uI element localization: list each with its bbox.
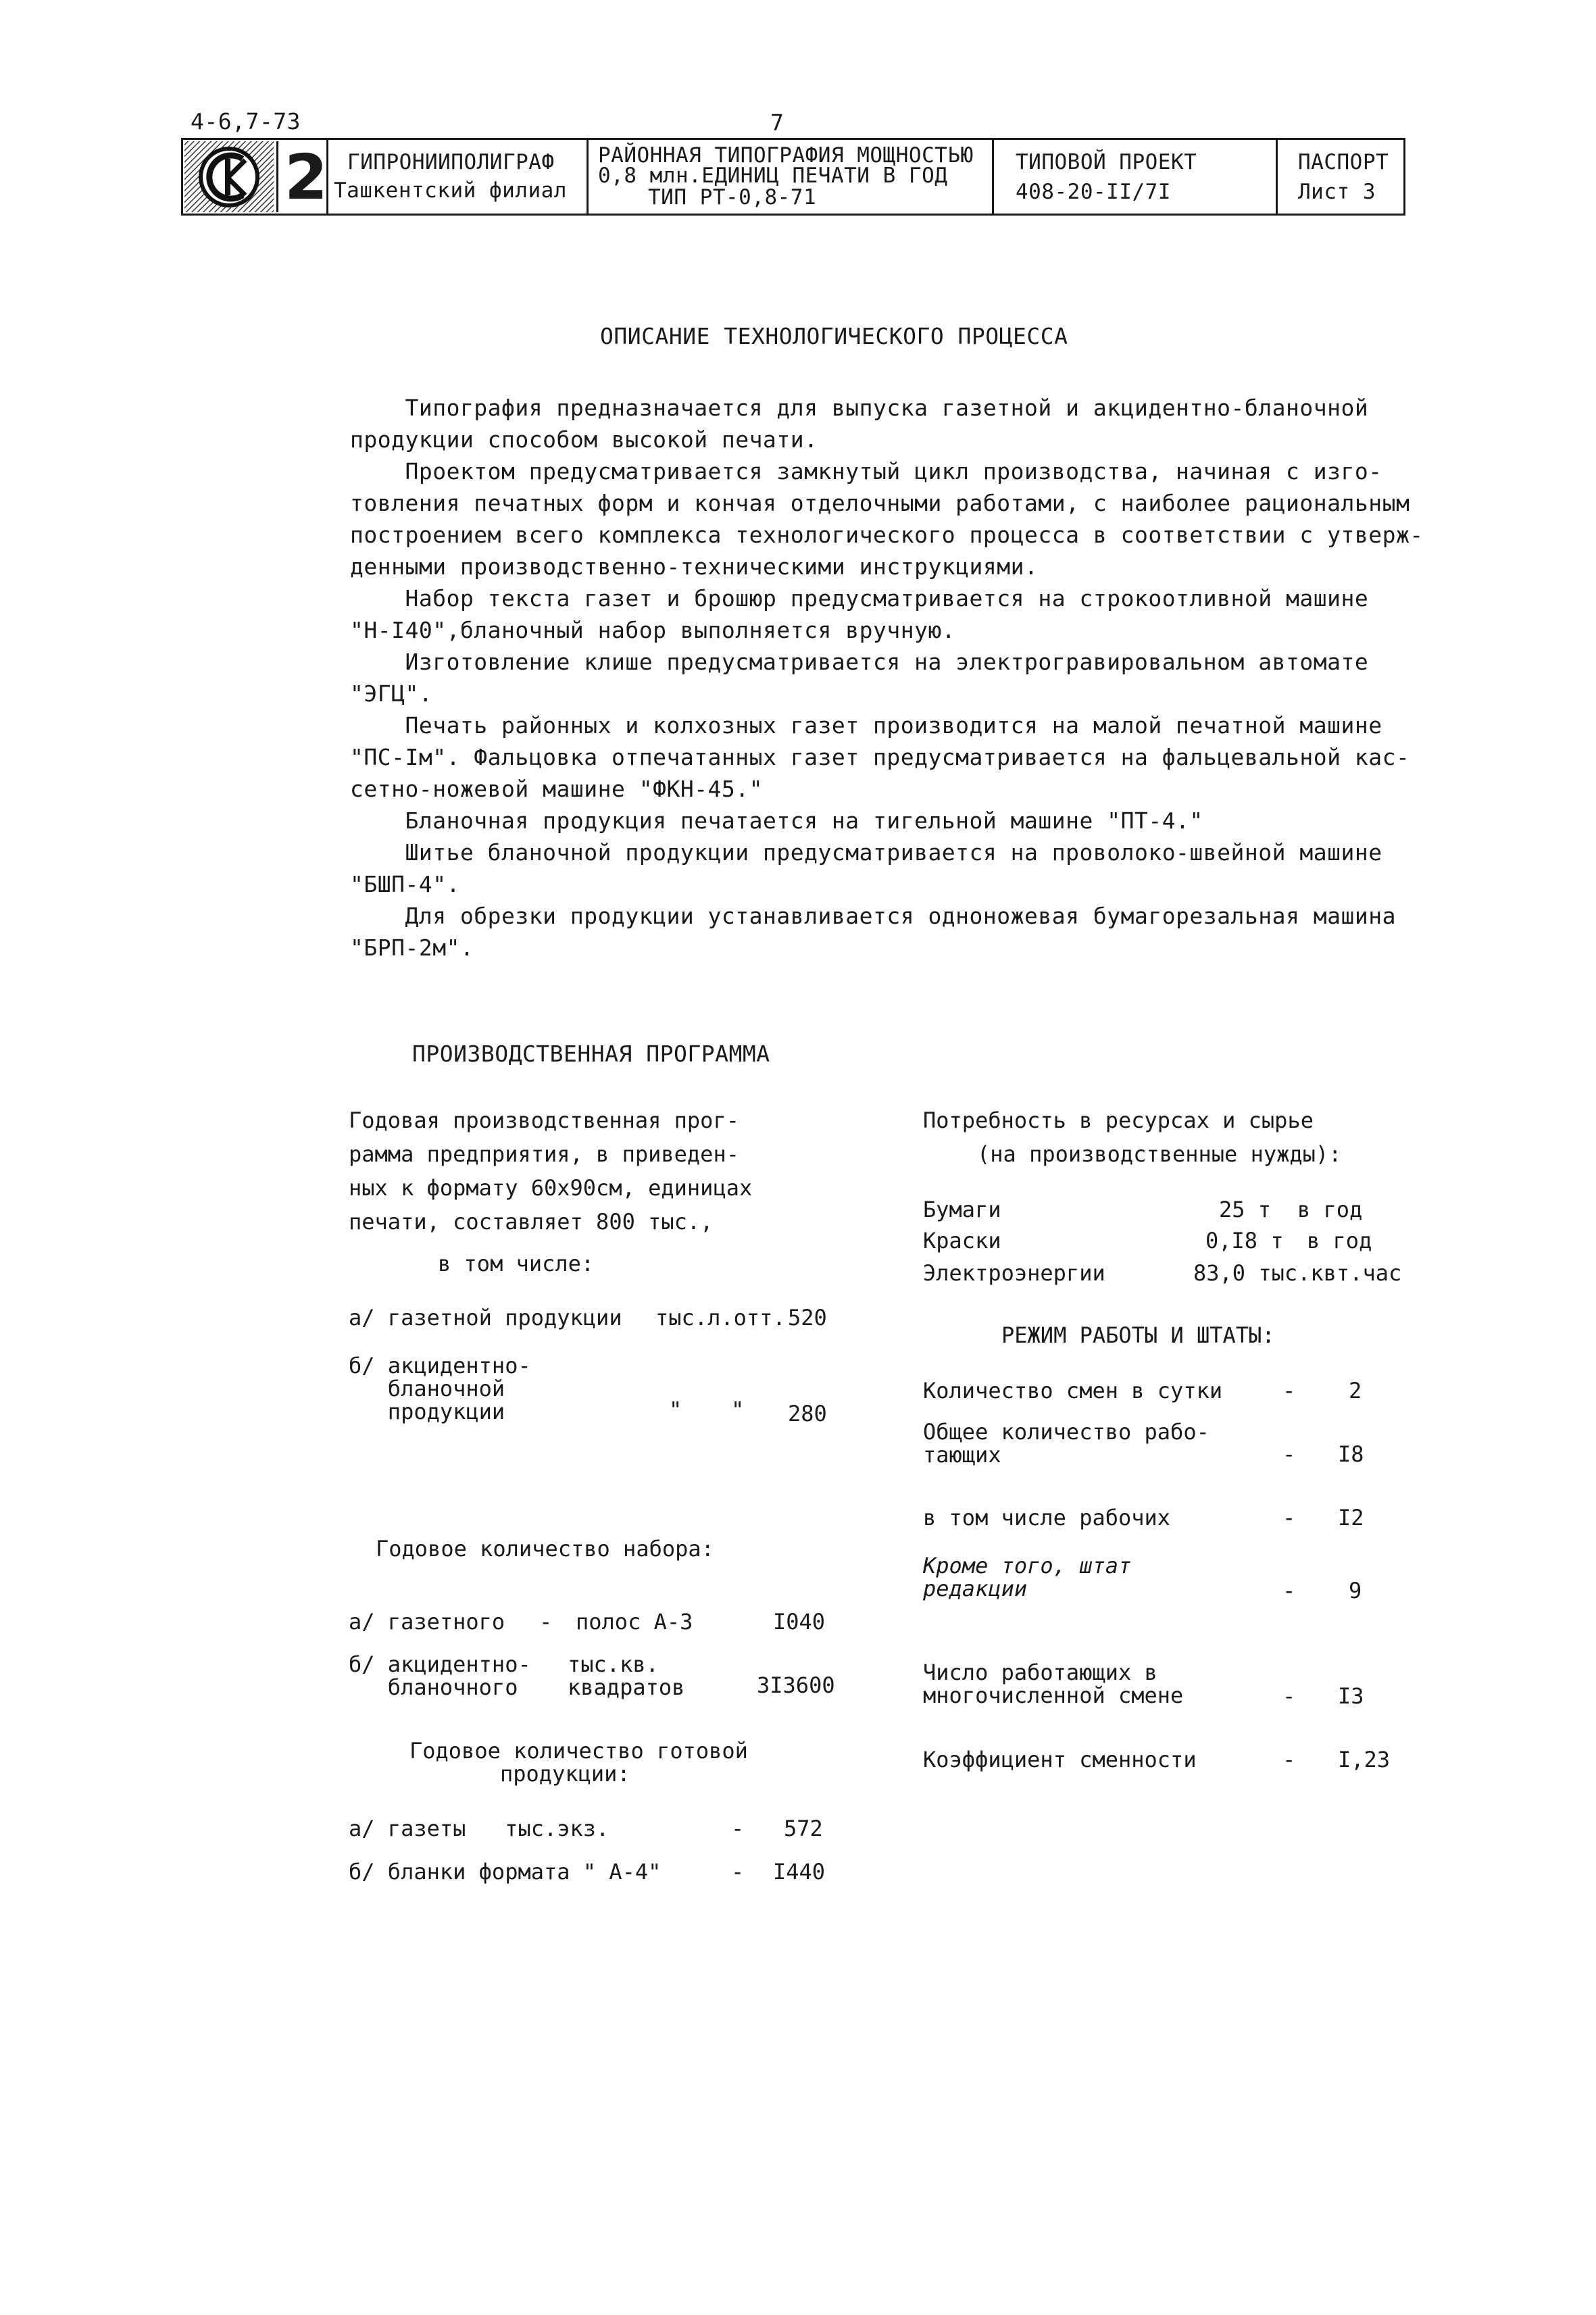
passport-label: ПАСПОРТ (1298, 150, 1389, 174)
project-subtitle: 0,8 млн.ЕДИНИЦ ПЕЧАТИ В ГОД (598, 164, 948, 188)
staff-label: Количество смен в сутки (923, 1378, 1223, 1403)
mode-title: РЕЖИМ РАБОТЫ И ШТАТЫ: (1001, 1322, 1275, 1348)
set-b-label: б/ акцидентно- (349, 1651, 531, 1677)
staff-dash: - (1282, 1441, 1296, 1467)
body-line: Набор текста газет и брошюр предусматривается на строкоотливной машине (350, 585, 1369, 612)
staff-value: 2 (1349, 1378, 1362, 1403)
page-number: 7 (770, 109, 784, 136)
program-intro: печати, составляет 800 тыс., (349, 1209, 714, 1235)
body-line: Бланочная продукция печатается на тигельной машине "ПТ-4." (350, 807, 1203, 834)
resource-name: Электроэнергии (923, 1260, 1105, 1286)
doc-code: 4-6,7-73 (191, 108, 301, 134)
needs-subtitle: (на производственные нужды): (977, 1141, 1342, 1167)
body-line: Для обрезки продукции устанавливается одноножевая бумагорезальная машина (350, 903, 1396, 929)
staff-label: в том числе рабочих (923, 1505, 1171, 1530)
sheet-label: Лист 3 (1298, 180, 1376, 204)
ditto-mark: " (669, 1397, 682, 1422)
finished-title: Годовое количество готовой (409, 1738, 748, 1764)
section2-title: ПРОИЗВОДСТВЕННАЯ ПРОГРАММА (412, 1041, 770, 1067)
body-line: продукции способом высокой печати. (350, 426, 818, 453)
output-b-value: 280 (788, 1401, 827, 1426)
finished-title: продукции: (500, 1761, 630, 1787)
set-title: Годовое количество набора: (376, 1536, 714, 1562)
branch-name: Ташкентский филиал (334, 178, 567, 203)
finished-b-dash: - (731, 1859, 745, 1885)
finished-a-value: 572 (784, 1816, 823, 1841)
staff-label: редакции (923, 1576, 1028, 1601)
body-line: "ЭГЦ". (350, 680, 433, 707)
incl-label: в том числе: (438, 1251, 595, 1276)
set-a-unit: полос А-3 (576, 1609, 693, 1635)
body-line: "Н-I40",бланочный набор выполняется вручную. (350, 617, 956, 643)
staff-label: Общее количество рабо- (923, 1419, 1210, 1445)
set-a-value: I040 (773, 1609, 826, 1635)
staff-value: I3 (1338, 1683, 1364, 1709)
project-title: РАЙОННАЯ ТИПОГРАФИЯ МОЩНОСТЬЮ (598, 143, 974, 168)
set-b-unit: квадратов (568, 1674, 685, 1700)
title-block (181, 138, 1405, 216)
staff-label: тающих (923, 1442, 1001, 1468)
output-b-label: бланочной (349, 1376, 505, 1401)
body-line: Печать районных и колхозных газет производится на малой печатной машине (350, 712, 1382, 739)
staff-dash: - (1282, 1683, 1296, 1709)
output-a-value: 520 (788, 1305, 827, 1330)
program-intro: Годовая производственная прог- (349, 1107, 739, 1133)
typ-cell (994, 140, 1278, 214)
resource-value: 0,I8 т (1205, 1228, 1284, 1253)
body-line: построением всего комплекса технологического процесса в соответствии с утверж- (350, 522, 1424, 548)
staff-value: I8 (1338, 1441, 1364, 1467)
staff-dash: - (1282, 1505, 1296, 1530)
output-b-label: продукции (349, 1399, 505, 1424)
staff-value: I,23 (1338, 1747, 1391, 1772)
typ-label: ТИПОВОЙ ПРОЕКТ (1016, 150, 1197, 174)
output-a-label: а/ газетной продукции (349, 1305, 622, 1330)
body-line: Изготовление клише предусматривается на электрогравировальном автомате (350, 649, 1369, 675)
body-line: сетно-ножевой машине "ФКН-45." (350, 776, 764, 802)
staff-dash: - (1282, 1378, 1296, 1403)
staff-label: многочисленной смене (923, 1683, 1184, 1708)
finished-b-label: б/ бланки формата " А-4" (349, 1859, 662, 1885)
body-line: "ПС-Iм". Фальцовка отпечатанных газет предусматривается на фальцевальной кас- (350, 744, 1410, 770)
staff-value: 9 (1349, 1578, 1362, 1603)
resource-value: 83,0 тыс.квт.час (1193, 1260, 1402, 1286)
resource-unit: в год (1307, 1228, 1372, 1253)
staff-label: Коэффициент сменности (923, 1747, 1197, 1772)
logo-digit: 2 (284, 141, 328, 214)
staff-label: Кроме того, штат (923, 1553, 1132, 1578)
body-line: "БШП-4". (350, 871, 460, 897)
org-cell (328, 140, 589, 214)
set-a-dash: - (539, 1609, 553, 1635)
body-line: "БРП-2м". (350, 935, 474, 961)
output-a-unit: тыс.л.отт. (655, 1305, 786, 1330)
section1-title: ОПИСАНИЕ ТЕХНОЛОГИЧЕСКОГО ПРОЦЕССА (600, 323, 1068, 349)
passport-cell (1278, 140, 1403, 214)
project-cell (589, 140, 994, 214)
set-b-value: 3I3600 (757, 1672, 835, 1698)
ditto-mark: " (731, 1397, 745, 1422)
finished-a-label: а/ газеты тыс.экз. (349, 1816, 609, 1841)
body-line: товления печатных форм и кончая отделочными работами, с наиболее рациональным (350, 490, 1410, 516)
output-b-label: б/ акцидентно- (349, 1353, 531, 1378)
org-name: ГИПРОНИИПОЛИГРАФ (347, 150, 555, 174)
body-line: Шитье бланочной продукции предусматривается на проволоко-швейной машине (350, 839, 1382, 866)
project-type: ТИП РТ-0,8-71 (648, 185, 817, 209)
finished-a-dash: - (731, 1816, 745, 1841)
staff-value: I2 (1338, 1505, 1364, 1530)
set-b-unit: тыс.кв. (568, 1651, 659, 1677)
needs-title: Потребность в ресурсах и сырье (923, 1107, 1314, 1133)
program-intro: ных к формату 60х90см, единицах (349, 1175, 753, 1201)
body-line: Типография предназначается для выпуска газетной и акцидентно-бланочной (350, 395, 1369, 421)
program-intro: рамма предприятия, в приведен- (349, 1141, 739, 1167)
staff-label: Число работающих в (923, 1660, 1157, 1685)
resource-name: Бумаги (923, 1197, 1001, 1222)
logo-cell (183, 140, 328, 214)
typ-number: 408-20-II/7I (1016, 180, 1171, 204)
set-b-label: бланочного (349, 1674, 518, 1700)
staff-dash: - (1282, 1747, 1296, 1772)
section1-body (350, 392, 1424, 964)
finished-b-value: I440 (773, 1859, 826, 1885)
staff-dash: - (1282, 1578, 1296, 1603)
resource-name: Краски (923, 1228, 1001, 1253)
resource-value: 25 т (1219, 1197, 1272, 1222)
set-a-label: а/ газетного (349, 1609, 505, 1635)
body-line: Проектом предусматривается замкнутый цикл производства, начиная с изго- (350, 458, 1382, 484)
resource-unit: в год (1297, 1197, 1363, 1222)
body-line: денными производственно-техническими инструкциями. (350, 553, 1039, 580)
